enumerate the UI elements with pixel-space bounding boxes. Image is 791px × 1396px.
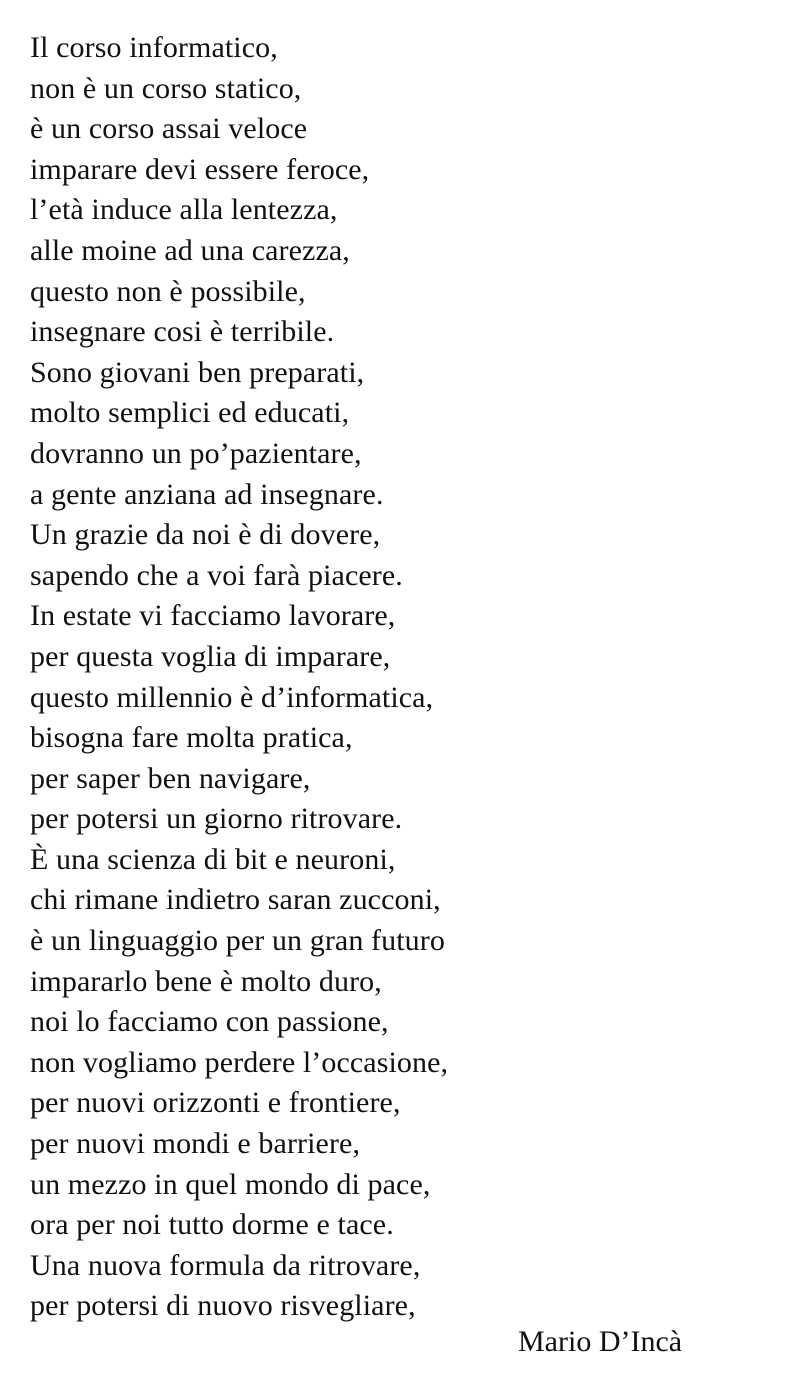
poem-line-20: per potersi un giorno ritrovare. [30, 802, 403, 836]
poem-line-12: a gente anziana ad insegnare. [30, 477, 384, 511]
poem-line-23: è un linguaggio per un gran futuro [30, 924, 445, 958]
poem-line-22: chi rimane indietro saran zucconi, [30, 883, 441, 917]
poem-line-30: ora per noi tutto dorme e tace. [30, 1208, 394, 1242]
poem-line-26: non vogliamo perdere l’occasione, [30, 1045, 449, 1079]
poem-author: Mario D’Incà [518, 1325, 683, 1358]
poem-line-31: Una nuova formula da ritrovare, [30, 1248, 421, 1282]
poem-line-7: questo non è possibile, [30, 274, 306, 308]
poem-line-32: per potersi di nuovo risvegliare, [30, 1289, 416, 1323]
poem-line-6: alle moine ad una carezza, [30, 233, 350, 267]
poem-line-15: In estate vi facciamo lavorare, [30, 599, 396, 633]
poem-line-2: non è un corso statico, [30, 71, 302, 105]
poem-line-11: dovranno un po’pazientare, [30, 436, 362, 470]
poem-line-25: noi lo facciamo con passione, [30, 1005, 389, 1039]
poem-line-27: per nuovi orizzonti e frontiere, [30, 1086, 401, 1120]
poem-line-17: questo millennio è d’informatica, [30, 680, 434, 714]
poem-line-14: sapendo che a voi farà piacere. [30, 558, 403, 592]
poem-line-3: è un corso assai veloce [30, 112, 308, 146]
poem-line-28: per nuovi mondi e barriere, [30, 1127, 361, 1161]
poem-body [30, 28, 448, 1327]
poem-line-19: per saper ben navigare, [30, 761, 311, 795]
poem-line-1: Il corso informatico, [30, 31, 278, 64]
poem-line-9: Sono giovani ben preparati, [30, 355, 365, 389]
poem-line-24: impararlo bene è molto duro, [30, 964, 382, 998]
poem-line-13: Un grazie da noi è di dovere, [30, 518, 381, 552]
poem-line-21: È una scienza di bit e neuroni, [30, 842, 396, 876]
poem-line-16: per questa voglia di imparare, [30, 639, 391, 673]
poem-line-10: molto semplici ed educati, [30, 396, 350, 430]
poem-line-5: l’età induce alla lentezza, [30, 193, 338, 227]
poem-line-29: un mezzo in quel mondo di pace, [30, 1167, 431, 1201]
poem-line-8: insegnare cosi è terribile. [30, 315, 335, 349]
poem-line-18: bisogna fare molta pratica, [30, 721, 353, 755]
poem-line-4: imparare devi essere feroce, [30, 152, 370, 186]
